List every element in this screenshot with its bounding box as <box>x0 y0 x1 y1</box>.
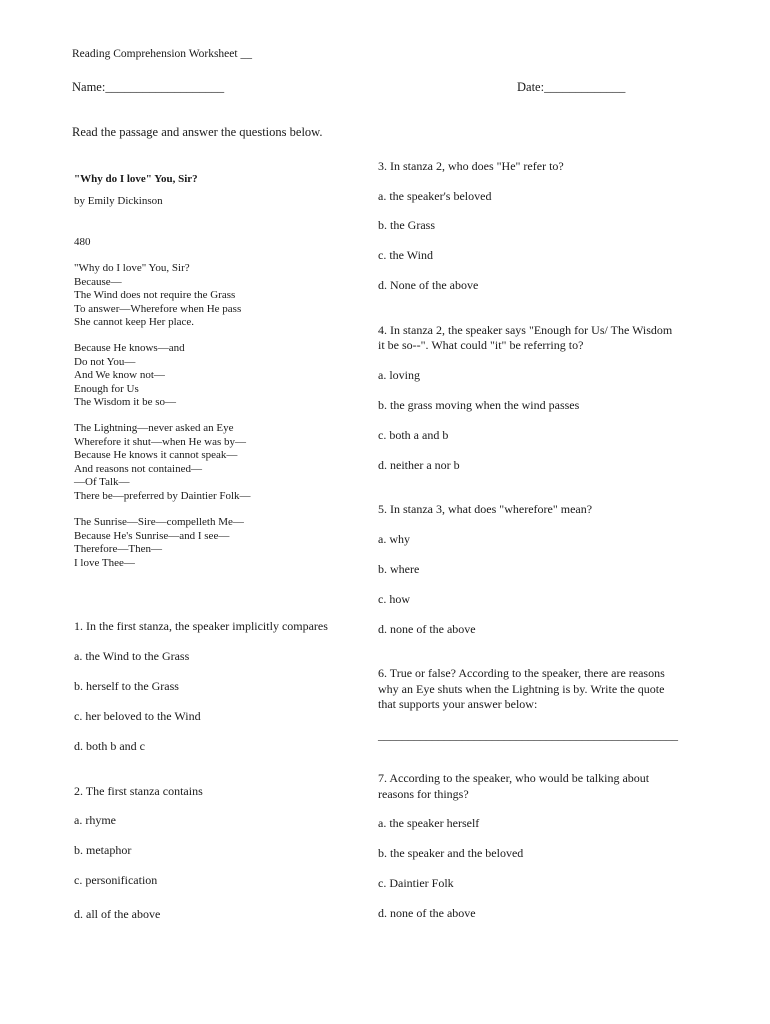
question-6-prompt-line-2: why an Eye shuts when the Lightning is by. Write the quote <box>378 682 665 696</box>
poem-line: I love Thee— <box>74 556 135 569</box>
poem-stanza-2 <box>74 342 185 410</box>
q6-answer-line[interactable]: __________________________________________________ <box>378 728 678 742</box>
poem-line: Because— <box>74 275 122 288</box>
poem-line: The Sunrise—Sire—compelleth Me— <box>74 516 244 528</box>
poem-line: And We know not— <box>74 369 165 381</box>
q3-option-c[interactable]: c. the Wind <box>378 248 433 262</box>
question-4-prompt-line-2: it be so--". What could "it" be referring to? <box>378 338 584 352</box>
q1-option-b[interactable]: b. herself to the Grass <box>74 679 179 693</box>
date-field[interactable]: Date:_____________ <box>517 80 626 94</box>
q3-option-b[interactable]: b. the Grass <box>378 218 435 232</box>
question-2-prompt: 2. The first stanza contains <box>74 784 203 798</box>
poem-line: To answer—Wherefore when He pass <box>74 302 242 315</box>
poem-title: "Why do I love" You, Sir? <box>74 173 198 185</box>
poem-line: Do not You— <box>74 355 136 368</box>
q2-option-a[interactable]: a. rhyme <box>74 813 116 827</box>
q7-option-a[interactable]: a. the speaker herself <box>378 816 480 830</box>
poem-stanza-3 <box>74 422 251 503</box>
poem-line: The Wisdom it be so— <box>74 396 177 408</box>
q1-option-a[interactable]: a. the Wind to the Grass <box>74 649 190 663</box>
poem-line: The Lightning—never asked an Eye <box>74 422 234 434</box>
poem-line: And reasons not contained— <box>74 462 202 475</box>
question-3-prompt: 3. In stanza 2, who does "He" refer to? <box>378 159 564 173</box>
q4-option-d[interactable]: d. neither a nor b <box>378 458 460 472</box>
q2-option-c[interactable]: c. personification <box>74 873 158 887</box>
q4-option-b[interactable]: b. the grass moving when the wind passes <box>378 398 580 412</box>
question-6-prompt-line-1: 6. True or false? According to the speaker, there are reasons <box>378 666 665 680</box>
poem-line: Because He knows—and <box>74 342 185 354</box>
poem-number: 480 <box>74 236 91 248</box>
question-4-prompt-line-1: 4. In stanza 2, the speaker says "Enough for Us/ The Wisdom <box>378 323 673 337</box>
question-5-prompt: 5. In stanza 3, what does "wherefore" mean? <box>378 502 593 516</box>
q4-option-c[interactable]: c. both a and b <box>378 428 449 442</box>
poem-stanza-1 <box>74 262 241 330</box>
q2-option-d[interactable]: d. all of the above <box>74 907 161 921</box>
q5-option-b[interactable]: b. where <box>378 562 420 576</box>
worksheet-title: Reading Comprehension Worksheet __ <box>72 48 252 60</box>
q1-option-c[interactable]: c. her beloved to the Wind <box>74 709 201 723</box>
poem-line: —Of Talk— <box>74 476 130 488</box>
q2-option-b[interactable]: b. metaphor <box>74 843 132 857</box>
q4-option-a[interactable]: a. loving <box>378 368 420 382</box>
poem-line: There be—preferred by Daintier Folk— <box>74 489 251 502</box>
poem-author: by Emily Dickinson <box>74 195 163 207</box>
poem-line: Therefore—Then— <box>74 543 162 555</box>
q3-option-d[interactable]: d. None of the above <box>378 278 479 292</box>
question-1-prompt: 1. In the first stanza, the speaker implicitly compares <box>74 619 328 633</box>
poem-line: The Wind does not require the Grass <box>74 289 236 301</box>
q7-option-d[interactable]: d. none of the above <box>378 906 476 920</box>
question-7-prompt-line-2: reasons for things? <box>378 787 469 801</box>
q5-option-d[interactable]: d. none of the above <box>378 622 476 636</box>
poem-line: Because He knows it cannot speak— <box>74 449 238 461</box>
name-field[interactable]: Name:___________________ <box>72 80 225 94</box>
poem-line: Wherefore it shut—when He was by— <box>74 435 246 448</box>
poem-line: She cannot keep Her place. <box>74 316 195 328</box>
poem-stanza-4 <box>74 516 244 570</box>
poem-line: Because He's Sunrise—and I see— <box>74 529 230 542</box>
q7-option-c[interactable]: c. Daintier Folk <box>378 876 454 890</box>
q7-option-b[interactable]: b. the speaker and the beloved <box>378 846 524 860</box>
question-7-prompt-line-1: 7. According to the speaker, who would be talking about <box>378 771 650 785</box>
q5-option-c[interactable]: c. how <box>378 592 410 606</box>
poem-line: Enough for Us <box>74 382 139 395</box>
q1-option-d[interactable]: d. both b and c <box>74 739 145 753</box>
poem-line: "Why do I love" You, Sir? <box>74 262 190 274</box>
q5-option-a[interactable]: a. why <box>378 532 410 546</box>
q3-option-a[interactable]: a. the speaker's beloved <box>378 189 492 203</box>
instructions: Read the passage and answer the questions below. <box>72 125 323 139</box>
question-6-prompt-line-3: that supports your answer below: <box>378 697 538 711</box>
